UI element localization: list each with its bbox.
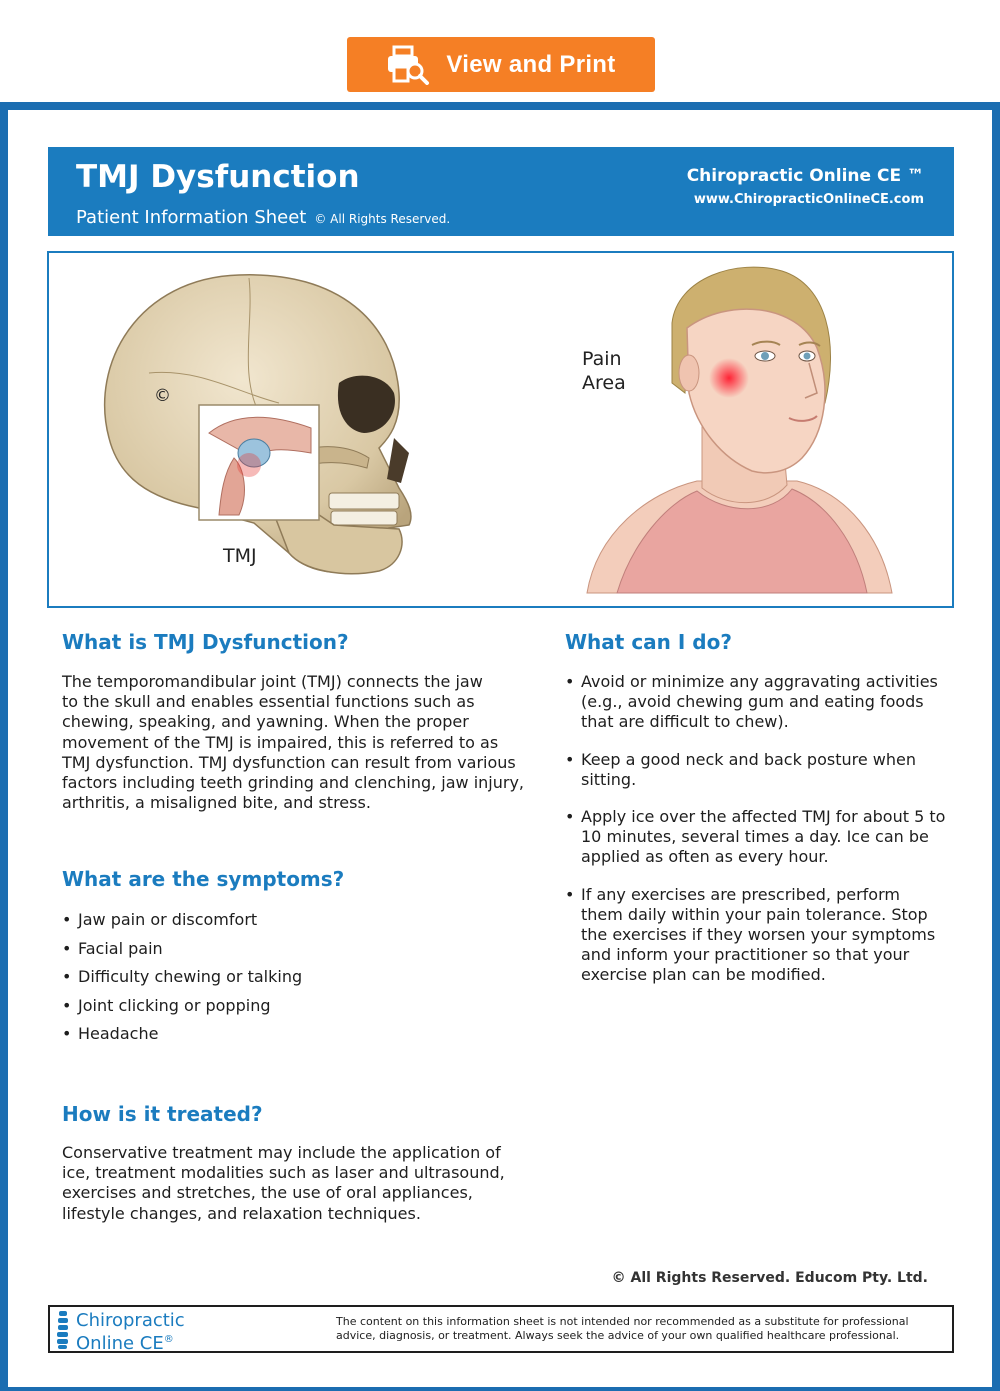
pain-area-label <box>582 347 626 395</box>
list-item: • Difficulty chewing or talking <box>62 967 482 996</box>
item-line: them daily within your pain tolerance. Stop <box>581 904 928 924</box>
disclaimer-line: The content on this information sheet is not intended nor recommended as a substitute for professional <box>336 1315 909 1328</box>
illustration-panel <box>47 251 954 608</box>
list-item: • Joint clicking or popping <box>62 996 482 1025</box>
subtitle-copyright: © All Rights Reserved. <box>314 212 451 226</box>
item-line: • Apply ice over the affected TMJ for about 5 to <box>581 807 946 827</box>
disclaimer-line: advice, diagnosis, or treatment. Always seek the advice of your own qualified healthcare professional. <box>336 1329 900 1342</box>
what-is-line: arthritis, a misaligned bite, and stress. <box>62 793 371 813</box>
list-item: • Facial pain <box>62 939 482 968</box>
footer-logo-text <box>76 1311 185 1353</box>
view-and-print-button[interactable] <box>347 37 655 92</box>
list-item <box>565 885 950 986</box>
treated-line: lifestyle changes, and relaxation techniques. <box>62 1203 421 1223</box>
footer <box>48 1305 954 1353</box>
treated-line: exercises and stretches, the use of oral appliances, <box>62 1183 473 1203</box>
page-subtitle <box>76 207 450 228</box>
what-is-line: factors including teeth grinding and clenching, jaw injury, <box>62 773 525 793</box>
pain-label-line2: Area <box>582 372 626 394</box>
item-line: • If any exercises are prescribed, perform <box>581 884 900 904</box>
heading-symptoms: What are the symptoms? <box>62 867 345 891</box>
logo-reg: ® <box>163 1334 174 1345</box>
what-can-i-do-list <box>565 672 950 1003</box>
item-line: 10 minutes, several times a day. Ice can be <box>581 827 929 847</box>
what-is-line: The temporomandibular joint (TMJ) connects the jaw <box>62 672 483 691</box>
list-item <box>565 750 950 790</box>
treated-line: ice, treatment modalities such as laser and ultrasound, <box>62 1163 505 1183</box>
pain-label-line1: Pain <box>582 348 622 370</box>
logo-line2-text: Online CE <box>76 1333 164 1354</box>
list-item <box>565 672 950 733</box>
list-item: • Jaw pain or discomfort <box>62 910 482 939</box>
list-item: • Headache <box>62 1024 482 1053</box>
treated-line: Conservative treatment may include the application of <box>62 1143 501 1162</box>
item-line: applied as often as every hour. <box>581 847 829 867</box>
what-is-line: chewing, speaking, and yawning. When the proper <box>62 712 469 732</box>
brand-name: Chiropractic Online CE ™ <box>686 166 924 186</box>
what-is-line: to the skull and enables essential functions such as <box>62 692 475 712</box>
skull-copyright: © <box>154 386 171 406</box>
footer-logo <box>54 1310 185 1354</box>
symptoms-list <box>62 910 482 1053</box>
view-and-print-label: View and Print <box>446 50 616 78</box>
item-line: (e.g., avoid chewing gum and eating foods <box>581 692 924 712</box>
print-preview-icon <box>386 45 430 85</box>
item-line: • Avoid or minimize any aggravating activities <box>581 672 938 691</box>
item-line: that are difficult to chew). <box>581 712 789 732</box>
woman-face-illustration <box>577 253 907 606</box>
logo-line2 <box>76 1330 185 1353</box>
item-line: • Keep a good neck and back posture when <box>581 749 916 769</box>
all-rights-reserved: © All Rights Reserved. Educom Pty. Ltd. <box>611 1270 928 1286</box>
website-link[interactable]: www.ChiropracticOnlineCE.com <box>693 192 924 207</box>
what-is-line: TMJ dysfunction. TMJ dysfunction can result from various <box>62 752 516 772</box>
treated-paragraph <box>62 1143 532 1224</box>
heading-what-is: What is TMJ Dysfunction? <box>62 630 349 654</box>
spine-icon <box>54 1310 72 1354</box>
heading-treated: How is it treated? <box>62 1102 263 1126</box>
logo-line1: Chiropractic <box>76 1310 185 1331</box>
subtitle-text: Patient Information Sheet <box>76 207 307 228</box>
what-is-line: movement of the TMJ is impaired, this is referred to as <box>62 732 499 752</box>
item-line: and inform your practitioner so that your <box>581 945 910 965</box>
tmj-label: TMJ <box>223 545 257 567</box>
item-line: sitting. <box>581 769 637 789</box>
skull-illustration <box>49 253 469 606</box>
heading-what-can-i-do: What can I do? <box>565 630 732 654</box>
what-is-paragraph <box>62 672 532 813</box>
header-bar <box>48 147 954 236</box>
footer-disclaimer <box>336 1315 936 1343</box>
item-line: exercise plan can be modified. <box>581 965 826 985</box>
list-item <box>565 807 950 868</box>
item-line: the exercises if they worsen your symptoms <box>581 925 936 945</box>
page-title: TMJ Dysfunction <box>76 159 360 195</box>
